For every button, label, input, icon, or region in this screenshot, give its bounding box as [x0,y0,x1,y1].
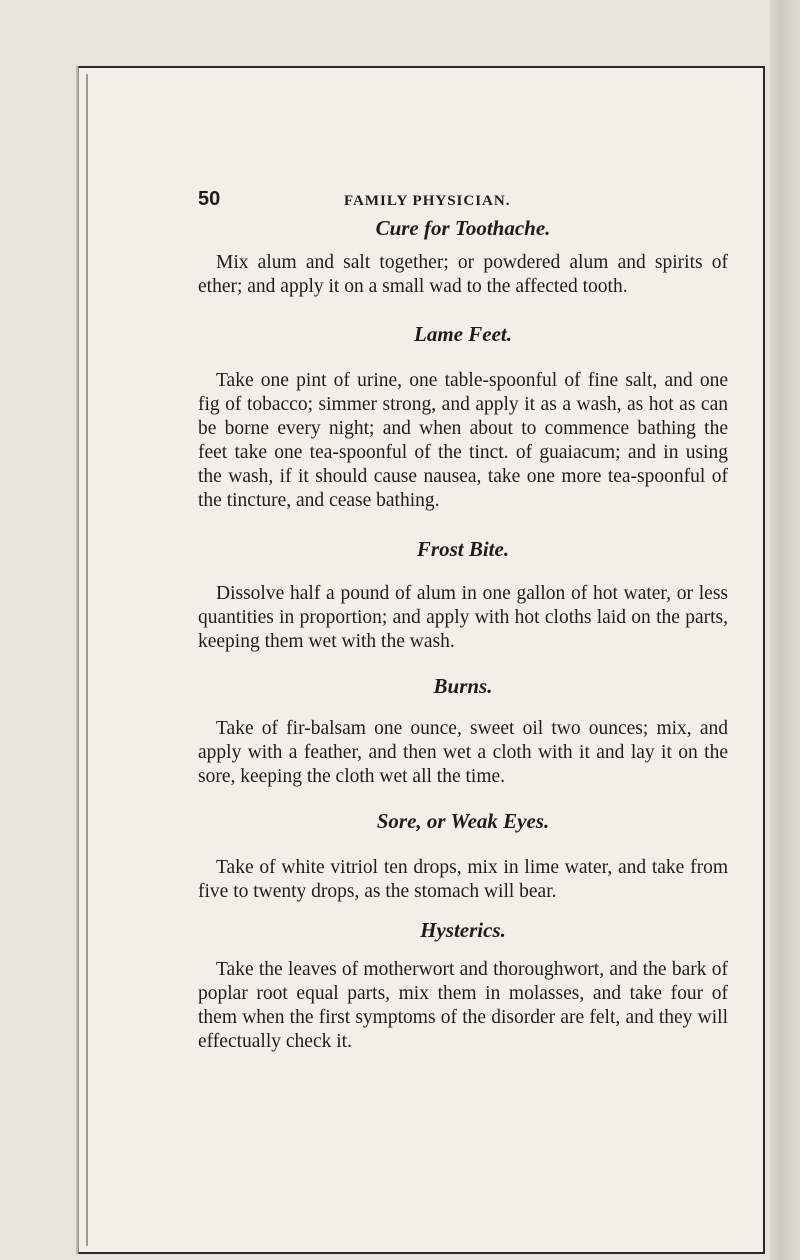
recipe-text-weak-eyes: Take of white vitriol ten drops, mix in lime water, and take from five to twenty drops, as the stomach will bear. [198,857,728,902]
recipe-title-burns: Burns. [433,674,493,698]
running-head [198,188,728,214]
book-title: FAMILY PHYSICIAN. [344,193,511,209]
recipe-text-burns: Take of fir-balsam one ounce, sweet oil two ounces; mix, and apply with a feather, and then wet a cloth with it and lay it on the sore, keeping the cloth wet all the time. [198,718,728,787]
adjacent-page-edge [770,0,800,1260]
recipe-title-frost-bite: Frost Bite. [416,537,510,561]
recipe-text-lame-feet: Take one pint of urine, one table-spoonful of fine salt, and one fig of tobacco; simmer strong, and apply it as a wash, as hot as can be borne every night; and when about to commence bathing the feet take one tea-spoonful of the tinct. of guaiacum; and in using the wash, if it should cause nausea, take one more tea-spoonful of the tincture, and cease bathing. [198,370,728,511]
recipe-text-hysterics: Take the leaves of motherwort and thoroughwort, and the bark of poplar root equal parts, mix them in molasses, and take four of them when the first symptoms of the disorder are felt, and they will effectually check it. [198,959,728,1052]
recipe-title-toothache: Cure for Toothache. [375,216,551,240]
recipe-text-toothache: Mix alum and salt together; or powdered alum and spirits of ether; and apply it on a small wad to the affected tooth. [198,252,728,297]
page-content [198,188,728,1054]
recipe-text-frost-bite: Dissolve half a pound of alum in one gallon of hot water, or less quantities in proportion; and apply with hot cloths laid on the parts, keeping them wet with the wash. [198,583,728,652]
page-gutter-line [86,74,88,1246]
recipe-title-lame-feet: Lame Feet. [414,322,512,346]
recipe-title-weak-eyes: Sore, or Weak Eyes. [376,809,550,833]
recipe-title-hysterics: Hysterics. [420,918,506,942]
page-number: 50 [198,188,221,210]
